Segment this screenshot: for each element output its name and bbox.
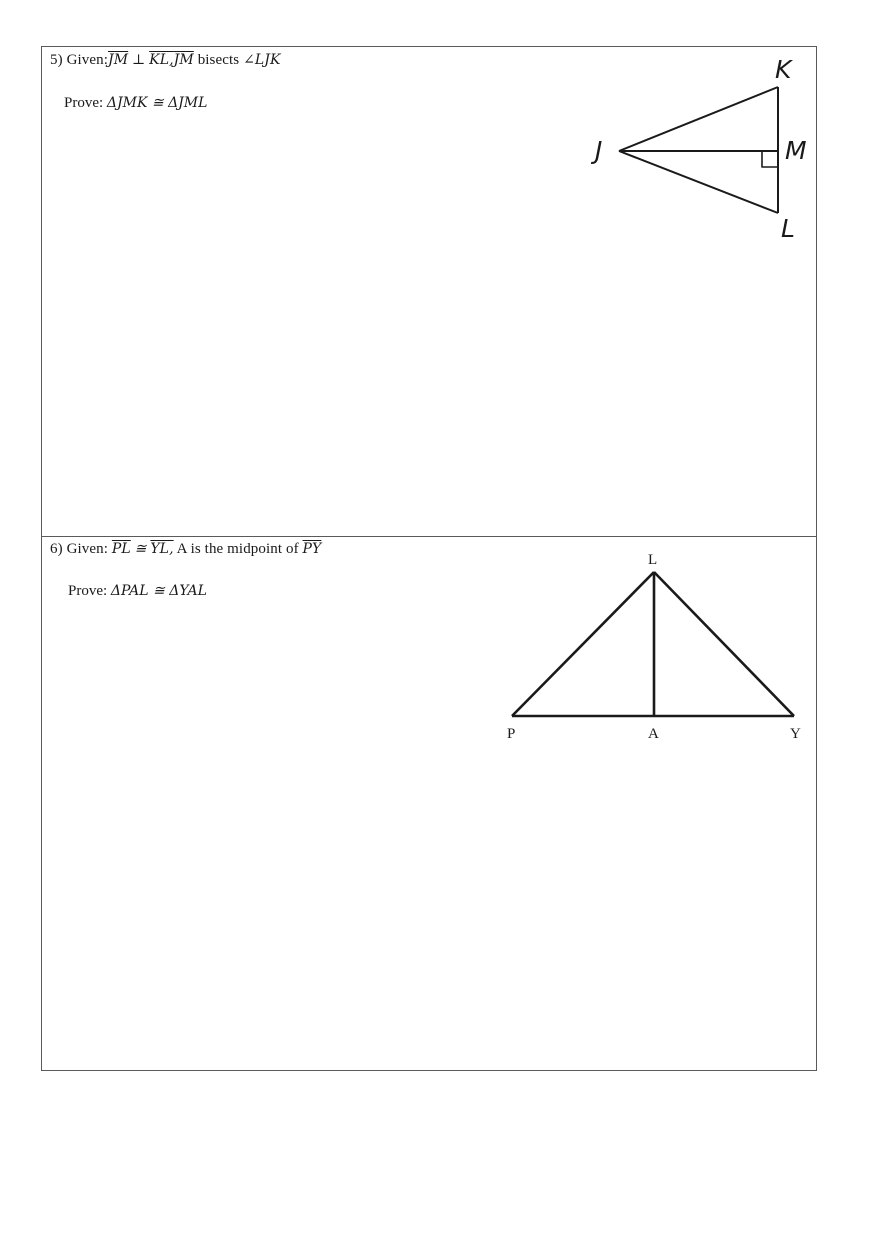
label-y: Y (790, 726, 801, 742)
segment-pl: $\overline{PL}$ (111, 541, 131, 557)
midpoint-text: A is the midpoint of (176, 541, 299, 557)
label-k: K (775, 55, 792, 84)
problem-5-number: 5) (50, 52, 63, 68)
segment-kl: KL, (149, 52, 174, 68)
label-l: L (781, 214, 795, 243)
label-l-top: L (648, 552, 658, 568)
label-j: J (595, 136, 603, 165)
problem-5 (42, 47, 816, 537)
angle-ljk: ∠LJK (243, 52, 281, 68)
problem-5-figure (42, 47, 818, 537)
problem-6-prove-statement: ΔPAL ≅ ΔYAL (110, 583, 207, 599)
segment-yl: YL, (150, 541, 174, 557)
problem-5-prove-label: Prove: (64, 95, 104, 111)
problem-6 (42, 537, 816, 1070)
problem-6-given-label: Given: (66, 541, 108, 557)
segment-jk-line (619, 87, 778, 151)
problem-5-given-label: Given: (66, 52, 108, 68)
label-p: P (507, 726, 516, 742)
congruent-symbol: ≅ (134, 541, 147, 557)
segment-jm: $\overline{JM}$ (108, 52, 129, 68)
label-a: A (648, 726, 659, 742)
problem-6-number: 6) (50, 541, 63, 557)
problem-6-figure (42, 537, 818, 1070)
segment-jm-2: $\overline{JM}$ (173, 52, 194, 68)
worksheet (41, 46, 817, 1071)
segment-jl-line (619, 151, 778, 213)
segment-py: $\overline{PY}$ (302, 541, 322, 557)
segment-pl-line (512, 572, 654, 716)
segment-ly-line (654, 572, 794, 716)
label-m: M (785, 136, 807, 165)
right-angle-mark (762, 151, 778, 167)
problem-5-prove-statement: ΔJMK ≅ ΔJML (106, 95, 208, 111)
bisects-text: bisects (197, 52, 240, 68)
problem-6-prove-label: Prove: (68, 583, 108, 599)
perpendicular-symbol: ⊥ (132, 52, 146, 68)
